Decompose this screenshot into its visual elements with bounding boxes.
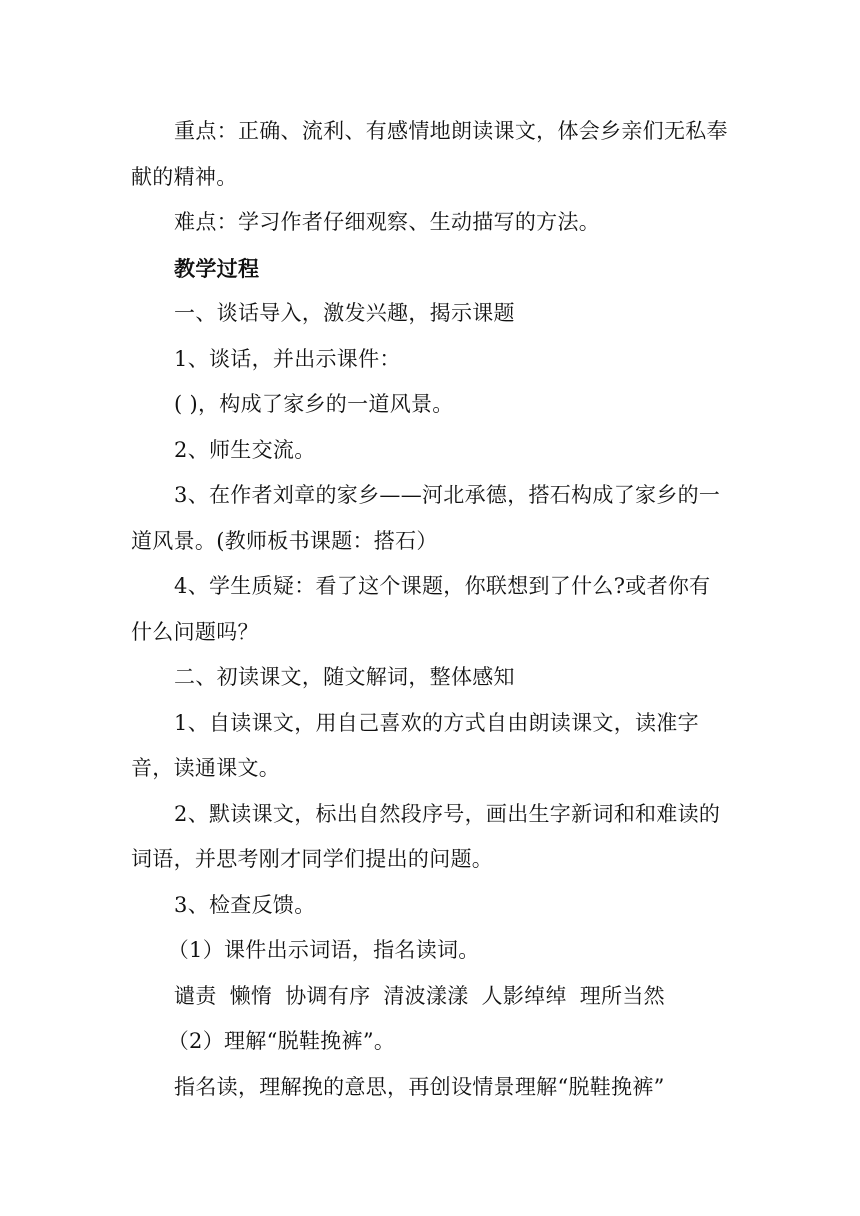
key-point-paragraph: 重点：正确、流利、有感情地朗读课文，体会乡亲们无私奉献的精神。 bbox=[131, 119, 728, 189]
step-paragraph: 1、谈话，并出示课件： bbox=[174, 346, 401, 371]
vocabulary-list: 谴责 懒惰 协调有序 清波漾漾 人影绰绰 理所当然 bbox=[174, 983, 665, 1008]
part-two-title: 二、初读课文，随文解词，整体感知 bbox=[174, 665, 515, 689]
step-paragraph: 2、师生交流。 bbox=[174, 437, 316, 462]
part-one-title: 一、谈话导入，激发兴趣，揭示课题 bbox=[174, 301, 515, 325]
step-paragraph: 3、检查反馈。 bbox=[174, 892, 316, 917]
sub-step-paragraph: （2）理解“脱鞋挽裤”。 bbox=[167, 1029, 396, 1053]
step-paragraph: 2、默读课文，标出自然段序号，画出生字新词和和难读的词语，并思考刚才同学们提出的问题。 bbox=[131, 801, 721, 871]
step-detail-paragraph: 指名读，理解挽的意思，再创设情景理解“脱鞋挽裤” bbox=[174, 1074, 665, 1099]
step-paragraph: 1、自读课文，用自己喜欢的方式自由朗读课文，读准字音，读通课文。 bbox=[131, 710, 699, 780]
step-paragraph: 4、学生质疑：看了这个课题，你联想到了什么?或者你有什么问题吗？ bbox=[131, 574, 711, 644]
document-body bbox=[131, 109, 731, 1110]
step-paragraph: 3、在作者刘章的家乡——河北承德，搭石构成了家乡的一道风景。(教师板书课题：搭石） bbox=[131, 483, 721, 553]
sub-step-paragraph: （1）课件出示词语，指名读词。 bbox=[167, 938, 480, 962]
difficult-point-paragraph: 难点：学习作者仔细观察、生动描写的方法。 bbox=[174, 210, 601, 234]
teaching-process-heading: 教学过程 bbox=[174, 255, 260, 281]
fill-blank-sentence: ( )，构成了家乡的一道风景。 bbox=[174, 392, 454, 416]
